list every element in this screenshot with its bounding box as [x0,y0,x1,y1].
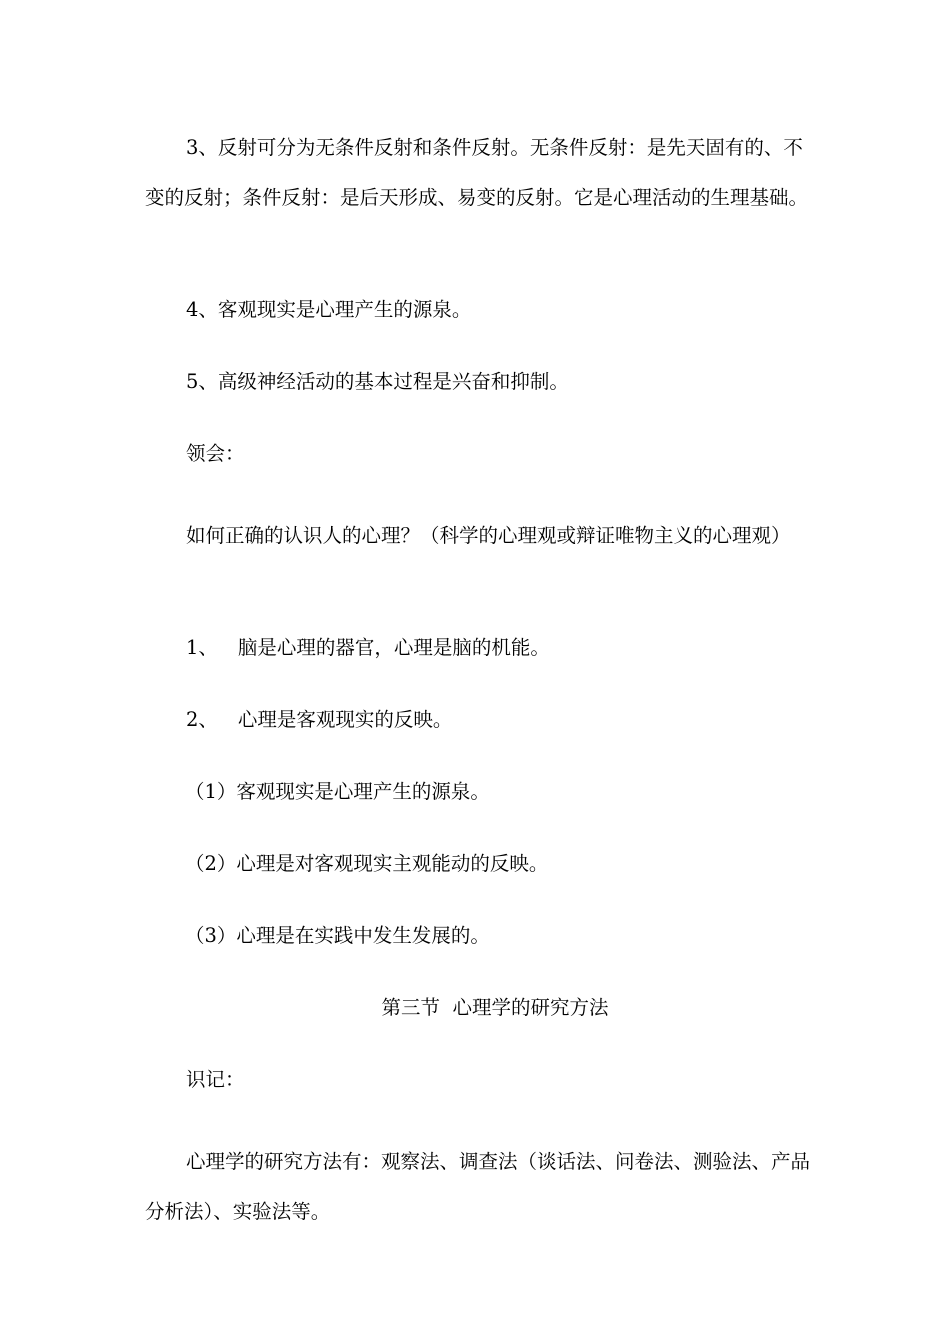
sub-item-1: （1）客观现实是心理产生的源泉。 [185,780,490,803]
list-item-2 [145,707,810,733]
list-item-number: 1、 [186,636,218,659]
list-item-number: 2、 [186,708,218,731]
paragraph-neural-activity: 5、高级神经活动的基本过程是兴奋和抑制。 [186,370,569,393]
paragraph-objective-reality: 4、客观现实是心理产生的源泉。 [186,298,472,321]
sub-item-3: （3）心理是在实践中发生发展的。 [185,924,490,947]
paragraph-question: 如何正确的认识人的心理？（科学的心理观或辩证唯物主义的心理观） [186,524,791,547]
label-memorize: 识记： [186,1068,245,1091]
section-title: 第三节 心理学的研究方法 [381,996,609,1019]
paragraph-reflex-types: 3、反射可分为无条件反射和条件反射。无条件反射：是先天固有的、不变的反射；条件反射：是后天形成、易变的反射。它是心理活动的生理基础。 [145,136,809,209]
list-item-text: 脑是心理的器官，心理是脑的机能。 [237,636,550,659]
list-item-1 [145,635,810,661]
label-comprehension: 领会： [186,442,245,465]
sub-item-2: （2）心理是对客观现实主观能动的反映。 [185,852,549,875]
paragraph-research-methods: 心理学的研究方法有：观察法、调查法（谈话法、问卷法、测验法、产品分析法）、实验法等。 [145,1150,811,1223]
list-item-text: 心理是客观现实的反映。 [237,708,453,731]
